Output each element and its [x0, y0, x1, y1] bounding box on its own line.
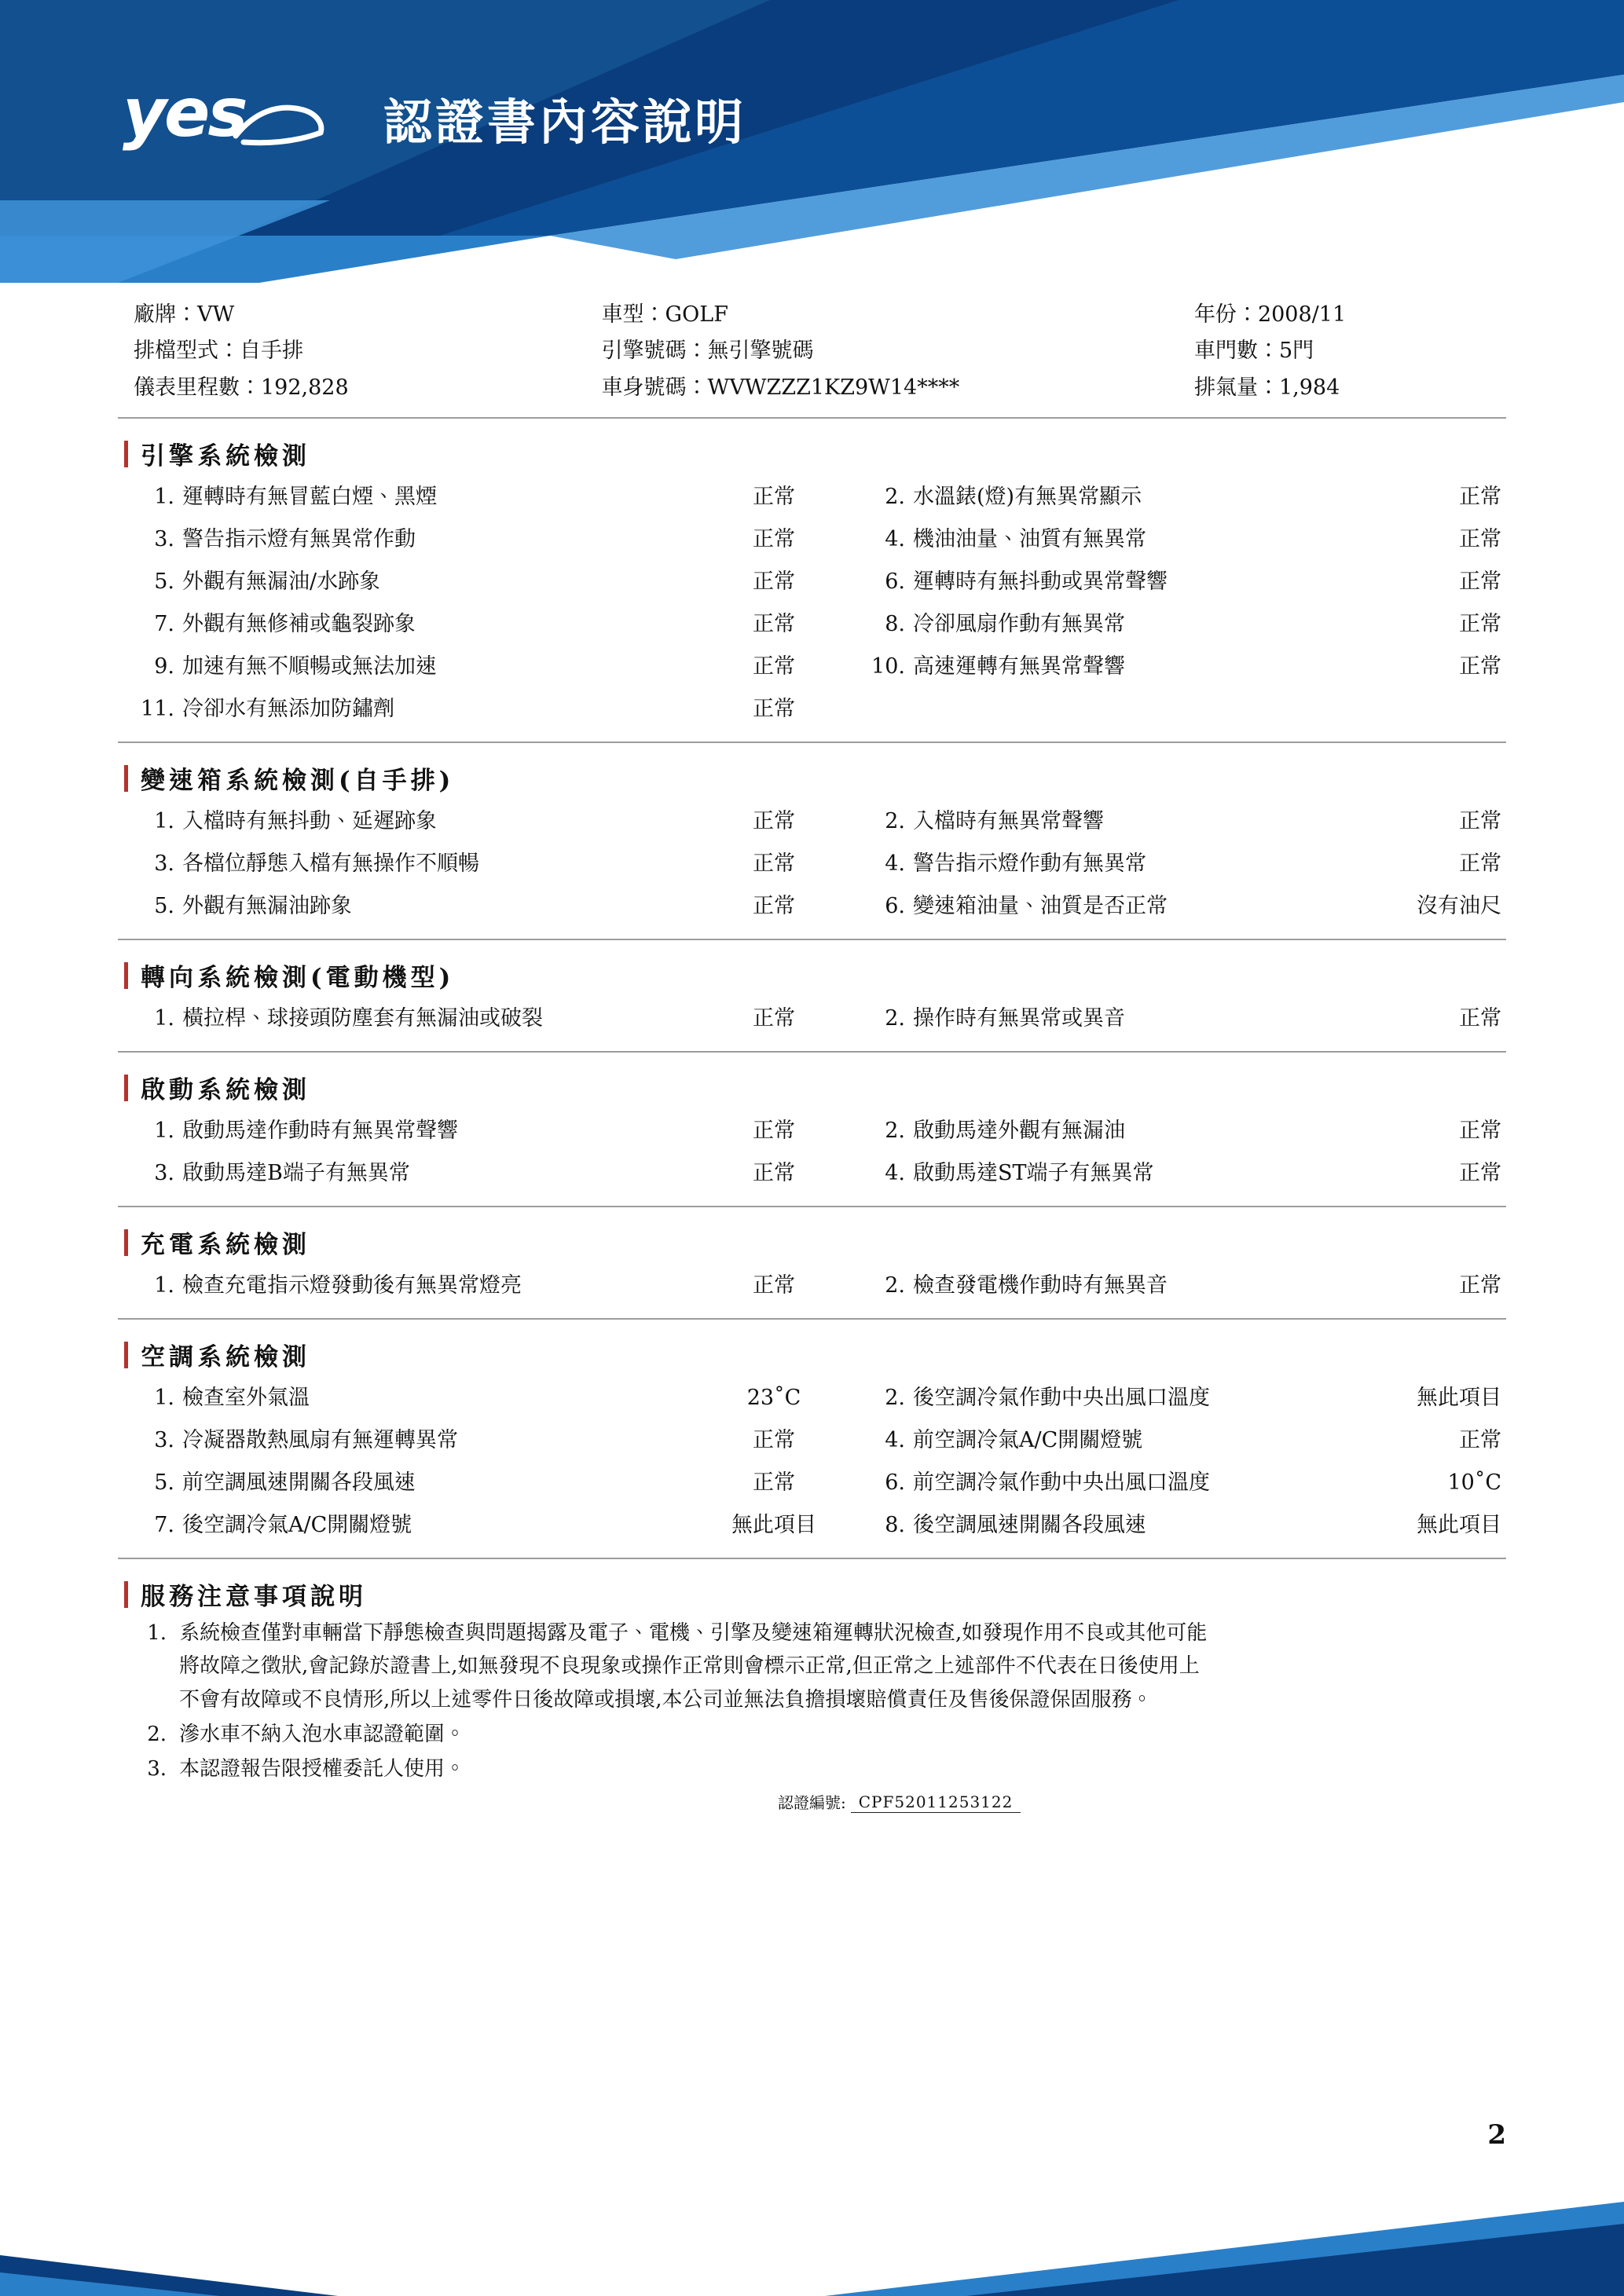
- item-label: 警告指示燈有無異常作動: [182, 527, 416, 552]
- yes-logo: [118, 75, 354, 161]
- item-label: 外觀有無漏油跡象: [182, 894, 352, 919]
- check-item: [118, 518, 849, 561]
- item-value: 正常: [1459, 1161, 1501, 1186]
- item-number: 8.: [885, 1513, 905, 1538]
- item-value: 正常: [753, 1119, 795, 1144]
- section-heading-steering: [124, 958, 1506, 993]
- item-value: 正常: [753, 1273, 795, 1298]
- list-item: [118, 1617, 1506, 1716]
- item-label: 前空調冷氣A/C開關燈號: [913, 1428, 1143, 1453]
- item-value: 正常: [753, 569, 795, 595]
- check-item: [849, 646, 1506, 688]
- section-marker: [124, 765, 128, 792]
- vehicle-info-column-3: [1194, 297, 1506, 406]
- item-label: 加速有無不順暢或無法加速: [182, 654, 437, 679]
- item-number: 2.: [885, 1273, 905, 1298]
- section-items-starter: [118, 1110, 1506, 1207]
- item-number: 1.: [154, 1119, 174, 1144]
- item-number: 7.: [154, 1513, 174, 1538]
- note-number: 1.: [147, 1621, 167, 1646]
- item-number: 2.: [885, 1386, 905, 1411]
- item-number: 9.: [154, 654, 174, 679]
- vehicle-info-year: 年份：2008/11: [1193, 302, 1347, 327]
- item-label: 運轉時有無抖動或異常聲響: [913, 569, 1168, 595]
- table-row: [118, 1504, 1506, 1547]
- vehicle-info-column-1: [118, 297, 602, 406]
- table-row: [118, 1265, 1506, 1307]
- page-header: [0, 0, 1624, 283]
- item-label: 啟動馬達作動時有無異常聲響: [182, 1119, 458, 1144]
- item-number: 5.: [154, 1470, 174, 1496]
- document-body: [0, 283, 1624, 1813]
- check-item: [849, 1152, 1506, 1195]
- item-value: 正常: [753, 809, 795, 834]
- item-value: 正常: [1459, 485, 1501, 510]
- check-item: [849, 885, 1506, 928]
- item-value: 正常: [753, 654, 795, 679]
- vehicle-info-vin: 車身號碼：WVWZZZ1KZ9W14****: [601, 375, 960, 400]
- check-item: [849, 518, 1506, 561]
- note-number: 3.: [147, 1756, 167, 1781]
- item-number: 7.: [154, 612, 174, 637]
- item-label: 前空調風速開關各段風速: [182, 1470, 416, 1496]
- item-value: 無此項目: [1417, 1513, 1501, 1538]
- check-item: [118, 561, 849, 603]
- table-row: [118, 518, 1506, 561]
- check-item: [849, 603, 1506, 646]
- item-value: 正常: [1459, 612, 1501, 637]
- section-title: 啟動系統檢測: [141, 1076, 310, 1105]
- section-marker: [124, 1581, 128, 1608]
- item-label: 啟動馬達外觀有無漏油: [913, 1119, 1125, 1144]
- table-row: [118, 1152, 1506, 1195]
- item-value: 正常: [1459, 809, 1501, 834]
- table-row: [118, 1419, 1506, 1462]
- item-number: 3.: [154, 527, 174, 552]
- item-label: 警告指示燈作動有無異常: [913, 851, 1146, 877]
- item-label: 入檔時有無異常聲響: [913, 809, 1104, 834]
- certificate-number: [778, 1790, 1021, 1813]
- item-label: 啟動馬達B端子有無異常: [182, 1161, 410, 1186]
- section-marker: [124, 441, 128, 467]
- section-marker: [124, 962, 128, 989]
- note-line: 滲水車不納入泡水車認證範圍。: [179, 1722, 466, 1746]
- check-item: [118, 1504, 849, 1547]
- item-value: 無此項目: [1417, 1386, 1501, 1411]
- section-items-transmission: [118, 800, 1506, 940]
- check-item: [849, 1419, 1506, 1462]
- item-label: 後空調冷氣作動中央出風口溫度: [913, 1386, 1210, 1411]
- item-label: 操作時有無異常或異音: [913, 1006, 1125, 1031]
- item-value: 正常: [753, 612, 795, 637]
- list-item: [118, 1718, 1506, 1751]
- brand-lockup: [118, 75, 746, 161]
- car-swoosh-icon: [118, 75, 354, 161]
- check-item: [849, 1110, 1506, 1152]
- item-value: 正常: [753, 485, 795, 510]
- item-label: 冷卻風扇作動有無異常: [913, 612, 1125, 637]
- table-row: [118, 688, 1506, 731]
- check-item: [118, 1152, 849, 1195]
- item-value: 23˚C: [746, 1386, 801, 1411]
- check-item: [118, 885, 849, 928]
- page-title: 認證書內容說明: [383, 93, 747, 151]
- item-number: 11.: [141, 697, 174, 722]
- item-number: 8.: [885, 612, 905, 637]
- item-number: 4.: [885, 1428, 905, 1453]
- table-row: [118, 843, 1506, 885]
- table-row: [118, 1462, 1506, 1504]
- item-value: 正常: [1459, 527, 1501, 552]
- section-items-steering: [118, 998, 1506, 1053]
- vehicle-info-model: 車型：GOLF: [601, 302, 728, 327]
- vehicle-info-transmission: 排檔型式：自手排: [134, 339, 303, 364]
- note-body: [179, 1617, 1506, 1716]
- item-label: 高速運轉有無異常聲響: [913, 654, 1125, 679]
- item-value: 正常: [753, 894, 795, 919]
- check-item: [118, 1265, 849, 1307]
- check-item: [849, 843, 1506, 885]
- item-label: 外觀有無修補或龜裂跡象: [182, 612, 416, 637]
- item-value: 正常: [1459, 1006, 1501, 1031]
- section-title: 充電系統檢測: [141, 1231, 310, 1260]
- check-item: [118, 843, 849, 885]
- table-row: [118, 476, 1506, 518]
- item-number: 5.: [154, 894, 174, 919]
- table-row: [118, 561, 1506, 603]
- item-label: 運轉時有無冒藍白煙、黑煙: [182, 485, 437, 510]
- section-items-engine: [118, 476, 1506, 743]
- page-number: 2: [1487, 2119, 1506, 2151]
- item-number: 2.: [885, 485, 905, 510]
- section-title: 變速箱系統檢測(自手排): [141, 767, 455, 796]
- vehicle-info-column-2: [602, 297, 1194, 406]
- section-title: 空調系統檢測: [141, 1343, 310, 1372]
- item-label: 後空調風速開關各段風速: [913, 1513, 1146, 1538]
- item-number: 5.: [154, 569, 174, 595]
- item-label: 水溫錶(燈)有無異常顯示: [913, 485, 1142, 510]
- item-value: 正常: [1459, 1428, 1501, 1453]
- item-value: 正常: [753, 527, 795, 552]
- item-number: 1.: [154, 1386, 174, 1411]
- check-item: [849, 998, 1506, 1040]
- item-value: 正常: [753, 697, 795, 722]
- item-number: 2.: [885, 809, 905, 834]
- item-value: 正常: [753, 1161, 795, 1186]
- item-label: 冷凝器散熱風扇有無運轉異常: [182, 1428, 458, 1453]
- item-value: 10˚C: [1447, 1470, 1501, 1496]
- item-number: 1.: [154, 809, 174, 834]
- check-item: [849, 561, 1506, 603]
- check-item: [118, 998, 849, 1040]
- check-item: [118, 800, 849, 843]
- item-label: 外觀有無漏油/水跡象: [182, 569, 381, 595]
- item-label: 入檔時有無抖動、延遲跡象: [182, 809, 437, 834]
- item-label: 橫拉桿、球接頭防塵套有無漏油或破裂: [182, 1006, 543, 1031]
- vehicle-info-mileage: 儀表里程數：192,828: [134, 375, 349, 400]
- item-value: 無此項目: [731, 1513, 816, 1538]
- item-label: 前空調冷氣作動中央出風口溫度: [913, 1470, 1210, 1496]
- section-marker: [124, 1075, 128, 1101]
- section-title: 轉向系統檢測(電動機型): [141, 964, 455, 993]
- check-item: [118, 688, 849, 731]
- vehicle-info-doors: 車門數：5門: [1193, 339, 1314, 364]
- item-number: 3.: [154, 851, 174, 877]
- item-label: 檢查充電指示燈發動後有無異常燈亮: [182, 1273, 522, 1298]
- item-number: 2.: [885, 1119, 905, 1144]
- section-heading-engine: [124, 436, 1506, 471]
- check-item: [118, 646, 849, 688]
- table-row: [118, 800, 1506, 843]
- note-number: 2.: [147, 1722, 167, 1746]
- item-label: 機油油量、油質有無異常: [913, 527, 1146, 552]
- item-number: 6.: [885, 569, 905, 595]
- item-label: 變速箱油量、油質是否正常: [913, 894, 1168, 919]
- item-number: 4.: [885, 851, 905, 877]
- section-title: 服務注意事項說明: [141, 1583, 367, 1612]
- section-heading-ac: [124, 1337, 1506, 1372]
- item-number: 1.: [154, 1006, 174, 1031]
- item-label: 各檔位靜態入檔有無操作不順暢: [182, 851, 479, 877]
- check-item: [849, 1504, 1506, 1547]
- item-label: 後空調冷氣A/C開關燈號: [182, 1513, 412, 1538]
- item-value: 正常: [1459, 1273, 1501, 1298]
- item-number: 10.: [871, 654, 905, 679]
- note-line: 將故障之徵狀,會記錄於證書上,如無發現不良現象或操作正常則會標示正常,但正常之上述部件不代表在日後使用上: [179, 1654, 1200, 1679]
- note-line: 本認證報告限授權委託人使用。: [179, 1756, 466, 1781]
- check-item: [849, 800, 1506, 843]
- item-number: 1.: [154, 485, 174, 510]
- section-marker: [124, 1342, 128, 1368]
- table-row: [118, 885, 1506, 928]
- check-item: [118, 1110, 849, 1152]
- section-heading-notes: [124, 1576, 1506, 1612]
- item-value: 正常: [1459, 1119, 1501, 1144]
- check-item: [849, 1377, 1506, 1419]
- footer-banner-graphic: [0, 2178, 1624, 2296]
- item-value: 正常: [753, 1470, 795, 1496]
- note-line: 不會有故障或不良情形,所以上述零件日後故障或損壞,本公司並無法負擔損壞賠償責任及售後保證保固服務。: [179, 1687, 1153, 1712]
- certificate-number-value: CPF52011253122: [851, 1792, 1021, 1813]
- item-value: 正常: [753, 1006, 795, 1031]
- item-value: 正常: [1459, 569, 1501, 595]
- section-marker: [124, 1229, 128, 1256]
- item-value: 沒有油尺: [1417, 894, 1501, 919]
- item-value: 正常: [1459, 851, 1501, 877]
- item-value: 正常: [1459, 654, 1501, 679]
- item-label: 檢查室外氣溫: [182, 1386, 310, 1411]
- vehicle-info-brand: 廠牌：VW: [134, 302, 235, 327]
- check-item: [849, 1462, 1506, 1504]
- section-items-charging: [118, 1265, 1506, 1320]
- item-value: 正常: [753, 851, 795, 877]
- item-number: 4.: [885, 1161, 905, 1186]
- item-label: 檢查發電機作動時有無異音: [913, 1273, 1168, 1298]
- service-notes: [118, 1617, 1506, 1813]
- section-title: 引擎系統檢測: [141, 442, 310, 471]
- table-row: [118, 1377, 1506, 1419]
- check-item: [118, 603, 849, 646]
- item-number: 1.: [154, 1273, 174, 1298]
- vehicle-info-block: [118, 283, 1506, 419]
- check-item: [118, 476, 849, 518]
- vehicle-info-engine-number: 引擎號碼：無引擎號碼: [601, 339, 814, 364]
- section-heading-charging: [124, 1225, 1506, 1260]
- item-number: 3.: [154, 1428, 174, 1453]
- check-item: [118, 1462, 849, 1504]
- item-label: 冷卻水有無添加防鏽劑: [182, 697, 394, 722]
- vehicle-info-displacement: 排氣量：1,984: [1193, 375, 1340, 400]
- table-row: [118, 603, 1506, 646]
- section-heading-transmission: [124, 760, 1506, 796]
- item-number: 6.: [885, 894, 905, 919]
- check-item: [118, 1419, 849, 1462]
- section-items-ac: [118, 1377, 1506, 1559]
- item-number: 6.: [885, 1470, 905, 1496]
- check-item: [849, 1265, 1506, 1307]
- page-footer: [0, 2178, 1624, 2296]
- item-number: 3.: [154, 1161, 174, 1186]
- list-item: [118, 1752, 1506, 1785]
- check-item: [118, 1377, 849, 1419]
- table-row: [118, 998, 1506, 1040]
- item-number: 4.: [885, 527, 905, 552]
- certificate-number-label: 認證編號:: [778, 1792, 846, 1812]
- table-row: [118, 646, 1506, 688]
- section-heading-starter: [124, 1070, 1506, 1105]
- logo-wordmark: yes: [123, 74, 246, 152]
- item-number: 2.: [885, 1006, 905, 1031]
- item-value: 正常: [753, 1428, 795, 1453]
- table-row: [118, 1110, 1506, 1152]
- check-item: [849, 476, 1506, 518]
- note-line: 系統檢查僅對車輛當下靜態檢查與問題揭露及電子、電機、引擎及變速箱運轉狀況檢查,如發現作用不良或其他可能: [179, 1621, 1208, 1646]
- item-label: 啟動馬達ST端子有無異常: [913, 1161, 1154, 1186]
